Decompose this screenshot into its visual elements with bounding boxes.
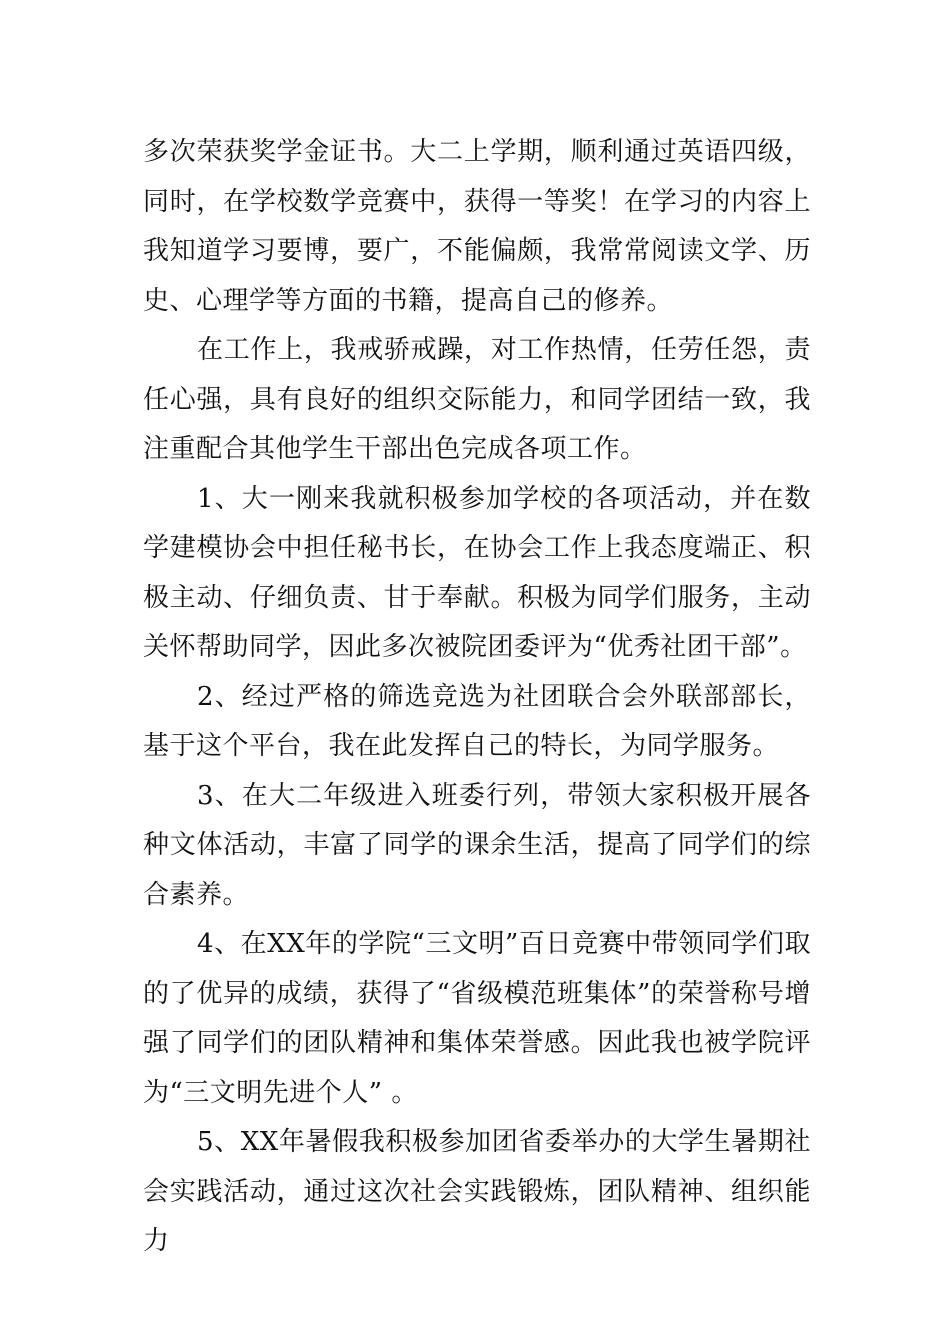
paragraph-item-2: 2、经过严格的筛选竞选为社团联合会外联部部长，基于这个平台，我在此发挥自己的特长，为同学服务。: [143, 681, 811, 761]
paragraph-work-attitude: 在工作上，我戒骄戒躁，对工作热情，任劳任怨，责任心强，具有良好的组织交际能力，和同学团结一致，我注重配合其他学生干部出色完成各项工作。: [143, 335, 811, 464]
paragraph-item-1: 1、大一刚来我就积极参加学校的各项活动，并在数学建模协会中担任秘书长，在协会工作上我态度端正、积极主动、仔细负责、甘于奉献。积极为同学们服务，主动关怀帮助同学，因此多次被院团委评为“优秀社团干部”。: [143, 483, 811, 662]
paragraph-item-5: 5、XX年暑假我积极参加团省委举办的大学生暑期社会实践活动，通过这次社会实践锻炼，团队精神、组织能力: [143, 1127, 811, 1256]
paragraph-item-3: 3、在大二年级进入班委行列，带领大家积极开展各种文体活动，丰富了同学的课余生活，提高了同学们的综合素养。: [143, 780, 811, 910]
paragraph-academic-achievements: 多次荣获奖学金证书。大二上学期，顺利通过英语四级，同时，在学校数学竞赛中，获得一等奖！在学习的内容上我知道学习要博，要广，不能偏颇，我常常阅读文学、历史、心理学等方面的书籍，提高自己的修养。: [143, 137, 811, 316]
paragraph-item-4: 4、在XX年的学院“三文明”百日竞赛中带领同学们取的了优异的成绩，获得了“省级模范班集体”的荣誉称号增强了同学们的团队精神和集体荣誉感。因此我也被学院评为“三文明先进个人” 。: [143, 929, 811, 1108]
document-body: [143, 128, 811, 1267]
